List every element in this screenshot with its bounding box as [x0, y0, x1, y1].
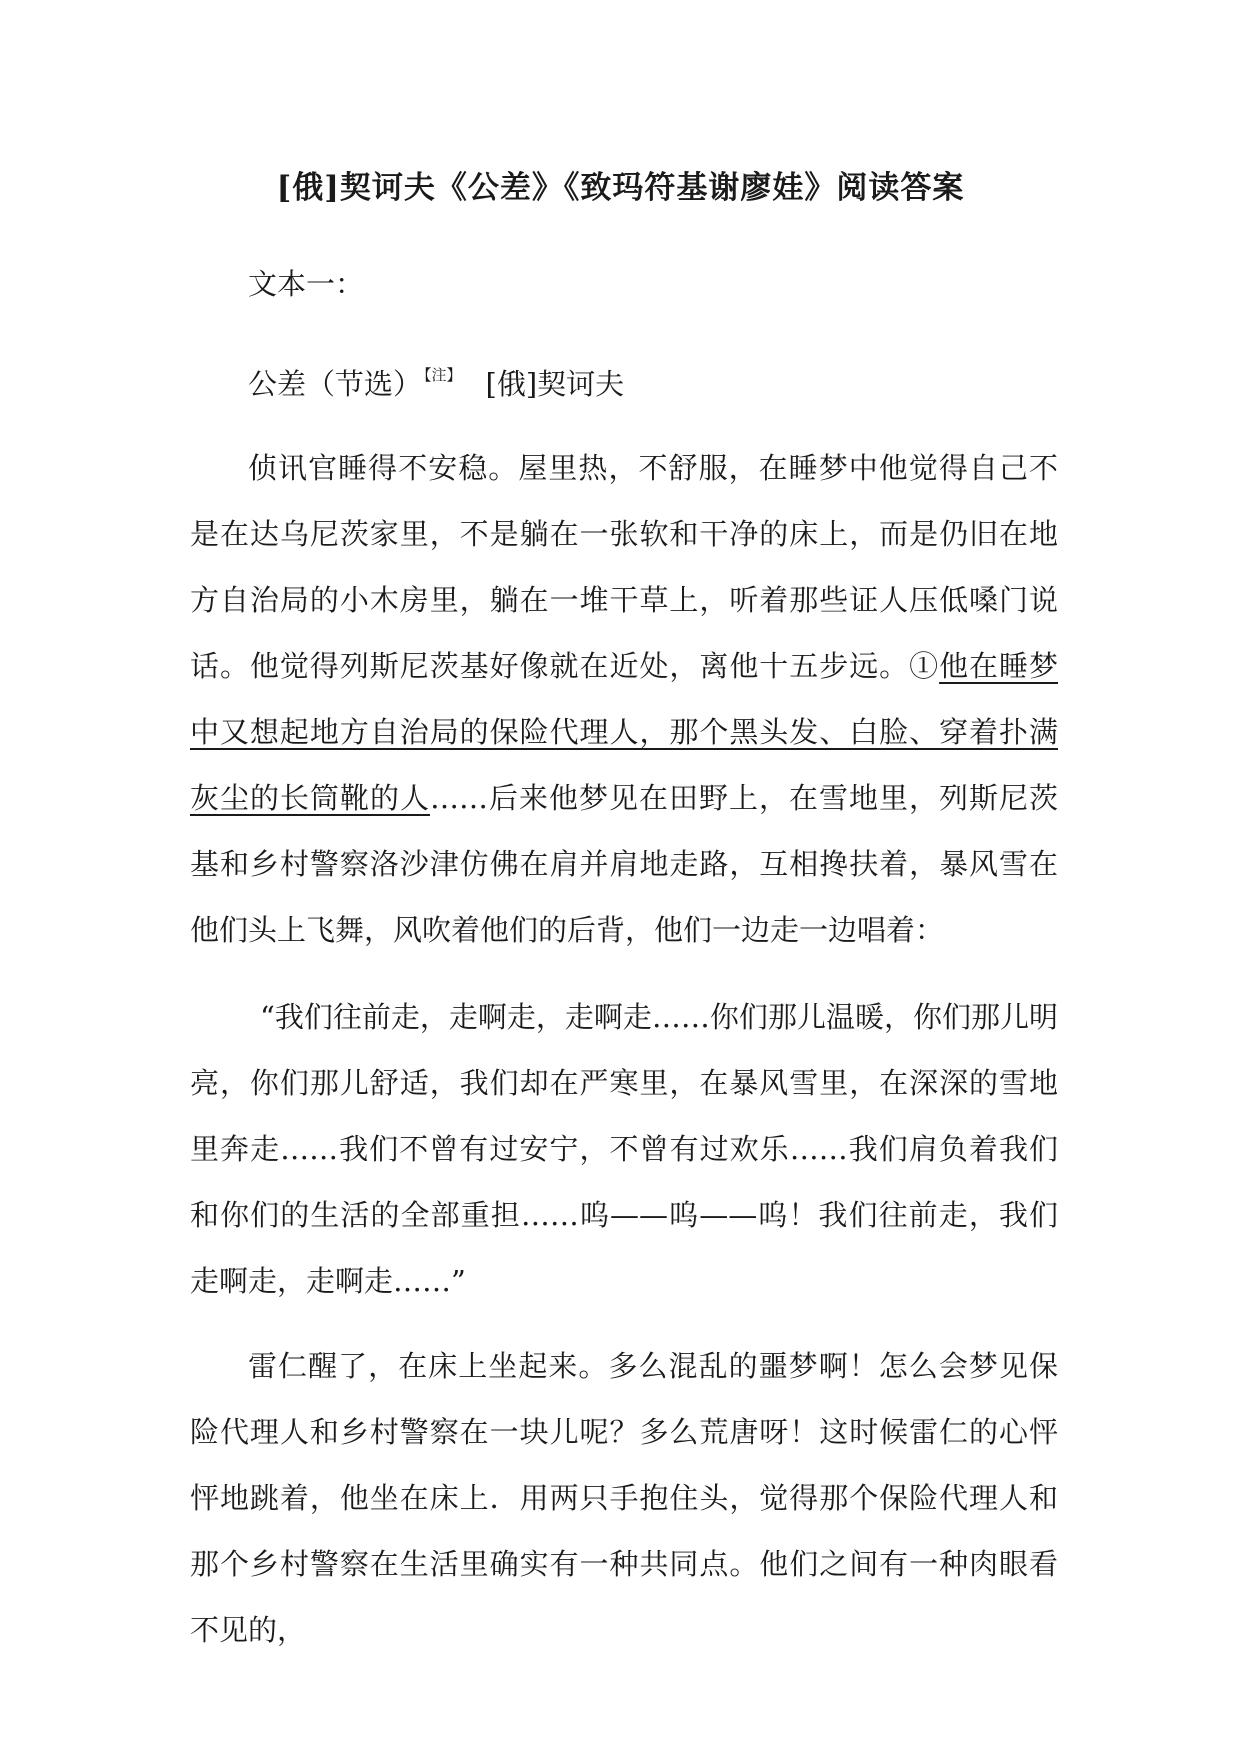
author-name: [俄]契诃夫 [485, 367, 625, 401]
paragraph-2-song: “我们往前走，走啊走，走啊走……你们那儿温暖，你们那儿明亮，你们那儿舒适，我们却在严寒里，在暴风雪里，在深深的雪地里奔走……我们不曾有过安宁，不曾有过欢乐……我们肩负着我们和你们的生活的全部重担……呜——呜——呜！我们往前走，我们走啊走，走啊走……” [190, 1000, 1058, 1298]
note-marker: 【注】 [424, 366, 462, 384]
paragraph-1-text-b: ……后来他梦见在田野上，在雪地里，列斯尼茨基和乡村警察洛沙津仿佛在肩并肩地走路，互相搀扶着，暴风雪在他们头上飞舞，风吹着他们的后背，他们一边走一边唱着： [190, 781, 1058, 947]
paragraph-3: 雷仁醒了，在床上坐起来。多么混乱的噩梦啊！怎么会梦见保险代理人和乡村警察在一块儿呢？多么荒唐呀！这时候雷仁的心怦怦地跳着，他坐在床上．用两只手抱住头，觉得那个保险代理人和那个乡村警察在生活里确实有一种共同点。他们之间有一种肉眼看不见的， [190, 1349, 1058, 1647]
document-title: [俄]契诃夫《公差》《致玛符基谢廖娃》阅读答案 [276, 170, 965, 206]
underlined-sentence-1: 他在睡梦中又想起地方自治局的保险代理人，那个黑头发、白脸、穿着扑满灰尘的长筒靴的人 [190, 649, 1058, 815]
paragraph-1 [190, 435, 1058, 963]
subtitle-text: 公差（节选） [248, 367, 423, 401]
text-subtitle [248, 362, 624, 403]
paragraph-1-text-a: 侦讯官睡得不安稳。屋里热，不舒服，在睡梦中他觉得自己不是在达乌尼茨家里，不是躺在一张软和干净的床上，而是仍旧在地方自治局的小木房里，躺在一堆干草上，听着那些证人压低嗓门说话。他觉得列斯尼茨基好像就在近处，离他十五步远。① [190, 451, 1058, 683]
section-label: 文本一： [248, 267, 365, 301]
